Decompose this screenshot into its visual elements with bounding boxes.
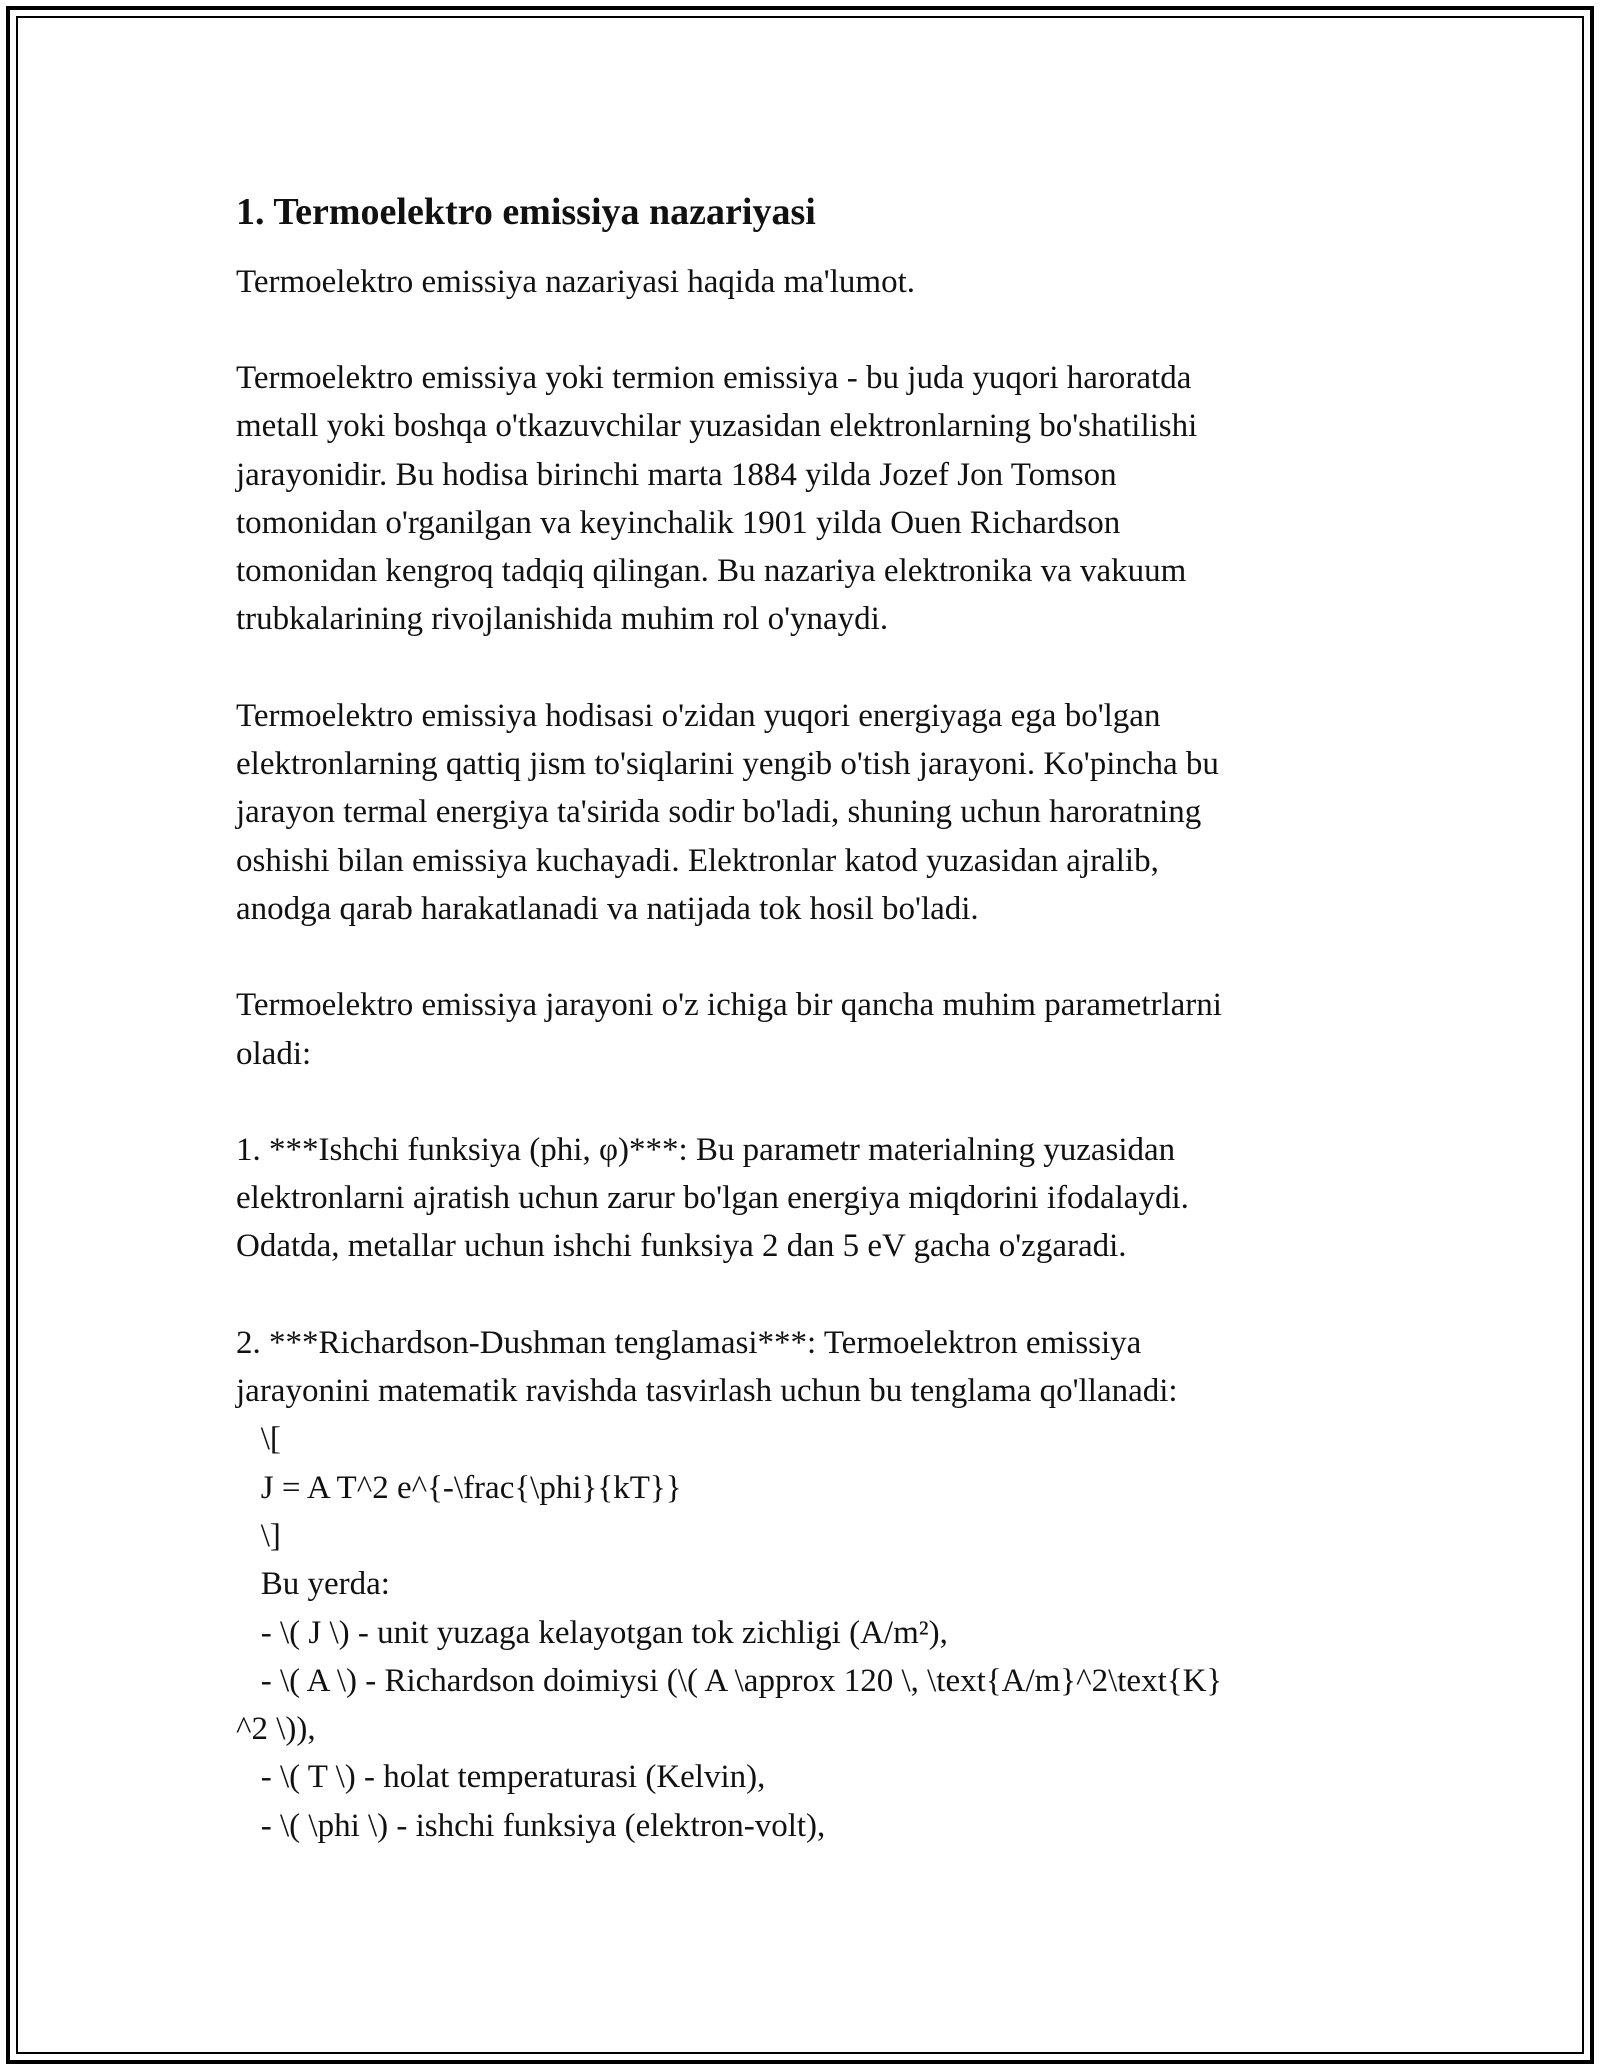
text-line: jarayonidir. Bu hodisa birinchi marta 1884 yilda Jozef Jon Tomson bbox=[236, 456, 1117, 493]
section-heading: 1. Termoelektro emissiya nazariyasi bbox=[236, 191, 816, 233]
text-line: metall yoki boshqa o'tkazuvchilar yuzasidan elektronlarning bo'shatilishi bbox=[236, 408, 1198, 445]
formula-equation: J = A T^2 e^{-\frac{\phi}{kT}} bbox=[236, 1469, 682, 1506]
text-line: Odatda, metallar uchun ishchi funksiya 2 dan 5 eV gacha o'zgaradi. bbox=[236, 1228, 1127, 1265]
text-line: jarayon termal energiya ta'sirida sodir bo'ladi, shuning uchun haroratning bbox=[236, 794, 1202, 831]
text-line: ^2 \)), bbox=[236, 1711, 316, 1748]
list-item-richardson-dushman bbox=[236, 1319, 1366, 1850]
text-line: oshishi bilan emissiya kuchayadi. Elektronlar katod yuzasidan ajralib, bbox=[236, 842, 1159, 879]
text-line: 2. ***Richardson-Dushman tenglamasi***: Termoelektron emissiya bbox=[236, 1324, 1142, 1361]
text-line: Bu yerda: bbox=[236, 1566, 390, 1603]
text-line: Termoelektro emissiya hodisasi o'zidan yuqori energiyaga ega bo'lgan bbox=[236, 697, 1161, 734]
formula-open: \[ bbox=[236, 1421, 281, 1458]
text-line: tomonidan o'rganilgan va keyinchalik 1901 yilda Ouen Richardson bbox=[236, 504, 1121, 541]
text-line: tomonidan kengroq tadqiq qilingan. Bu nazariya elektronika va vakuum bbox=[236, 553, 1187, 590]
text-line: oladi: bbox=[236, 1035, 312, 1072]
text-line: - \( T \) - holat temperaturasi (Kelvin), bbox=[236, 1759, 766, 1796]
text-line: jarayonini matematik ravishda tasvirlash uchun bu tenglama qo'llanadi: bbox=[236, 1373, 1178, 1410]
text-line: trubkalarining rivojlanishida muhim rol o'ynaydi. bbox=[236, 601, 889, 638]
text-line: 1. ***Ishchi funksiya (phi, φ)***: Bu parametr materialning yuzasidan bbox=[236, 1131, 1176, 1168]
paragraph-parameters bbox=[236, 981, 1366, 1078]
text-line: elektronlarni ajratish uchun zarur bo'lgan energiya miqdorini ifodalaydi. bbox=[236, 1180, 1189, 1217]
intro-text: Termoelektro emissiya nazariyasi haqida ma'lumot. bbox=[236, 264, 915, 300]
text-line: elektronlarning qattiq jism to'siqlarini yengib o'tish jarayoni. Ko'pincha bu bbox=[236, 746, 1219, 783]
paragraph-phenomenon bbox=[236, 692, 1366, 933]
text-line: anodga qarab harakatlanadi va natijada tok hosil bo'ladi. bbox=[236, 890, 979, 927]
formula-close: \] bbox=[236, 1517, 281, 1554]
text-line: - \( \phi \) - ishchi funksiya (elektron-volt), bbox=[236, 1807, 826, 1844]
document-body bbox=[236, 184, 1366, 1850]
text-line: - \( J \) - unit yuzaga kelayotgan tok zichligi (A/m²), bbox=[236, 1614, 948, 1651]
list-item-work-function bbox=[236, 1126, 1366, 1271]
paragraph-definition bbox=[236, 354, 1366, 644]
text-line: Termoelektro emissiya yoki termion emissiya - bu juda yuqori haroratda bbox=[236, 360, 1192, 396]
text-line: - \( A \) - Richardson doimiysi (\( A \approx 120 \, \text{A/m}^2\text{K} bbox=[236, 1662, 1223, 1699]
text-line: Termoelektro emissiya jarayoni o'z ichiga bir qancha muhim parametrlarni bbox=[236, 987, 1222, 1024]
